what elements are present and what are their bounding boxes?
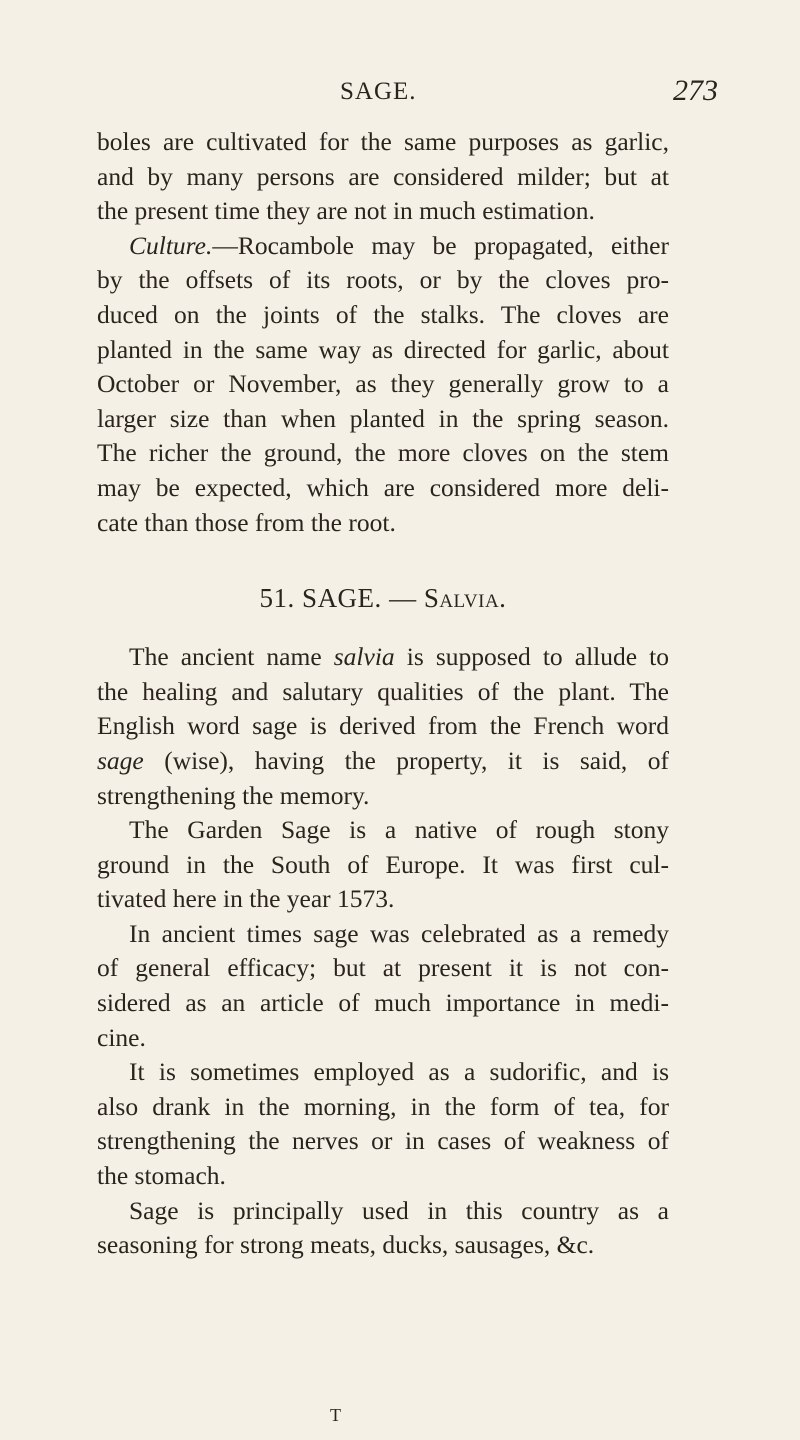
text-line: [97, 640, 669, 675]
text-line: In ancient times sage was celebrated as a remedy: [129, 918, 669, 948]
section-number: 51.: [259, 583, 295, 614]
text-line: English word sage is derived from the French word: [97, 711, 669, 741]
body-text: [97, 125, 669, 1263]
text-line: cate than those from the root.: [97, 507, 396, 537]
section-dash: —: [381, 583, 424, 614]
text-line: seasoning for strong meats, ducks, sausages, &c.: [97, 1230, 595, 1260]
text-line: Sage is principally used in this country as a: [129, 1195, 669, 1225]
text-line: boles are cultivated for the same purposes as garlic,: [97, 127, 669, 156]
text-line: tivated here in the year 1573.: [97, 884, 395, 914]
text-line: and by many persons are considered milder; but at: [97, 161, 669, 191]
text-run: (wise), having the property, it is said, of: [143, 745, 669, 775]
text-line: October or November, as they generally grow to a: [97, 369, 669, 399]
text-line: strengthening the memory.: [97, 780, 370, 810]
text-run: is supposed to allude to: [394, 642, 669, 672]
running-head: [70, 74, 730, 108]
section-title: SAGE.: [302, 583, 382, 614]
text-line: ground in the South of Europe. It was first cul-: [97, 849, 669, 879]
culture-first-line-text: —Rocambole may be propagated, either: [212, 230, 669, 260]
text-line: The Garden Sage is a native of rough stony: [129, 815, 669, 845]
text-line: of general efficacy; but at present it is not con-: [97, 953, 669, 983]
signature-mark: T: [330, 1405, 341, 1425]
text-line: larger size than when planted in the spring season.: [97, 403, 669, 433]
french-term: sage: [97, 745, 144, 775]
culture-label: Culture.: [129, 230, 213, 260]
text-line: planted in the same way as directed for garlic, about: [97, 334, 669, 364]
running-title: SAGE.: [340, 78, 417, 105]
text-line: The richer the ground, the more cloves on the stem: [97, 438, 669, 468]
text-line: by the offsets of its roots, or by the cloves pro-: [97, 265, 669, 295]
text-line: It is sometimes employed as a sudorific, and is: [129, 1057, 669, 1087]
text-line: duced on the joints of the stalks. The cloves are: [97, 299, 669, 329]
text-line: the stomach.: [97, 1161, 226, 1191]
text-line: the present time they are not in much estimation.: [97, 196, 595, 226]
text-line: [97, 744, 669, 779]
text-run: The ancient name: [129, 642, 334, 672]
latin-term: salvia: [333, 642, 395, 672]
text-line: the healing and salutary qualities of the plant. The: [97, 676, 669, 706]
page-number: 273: [673, 74, 718, 107]
text-line: strengthening the nerves or in cases of weakness of: [97, 1126, 669, 1156]
section-heading: [97, 578, 669, 618]
text-line: also drank in the morning, in the form of tea, for: [97, 1091, 669, 1121]
text-line: may be expected, which are considered more deli-: [97, 472, 669, 502]
section-spacer: [97, 540, 669, 578]
text-line: sidered as an article of much importance in medi-: [97, 988, 669, 1018]
section-latin-name: Salvia.: [423, 583, 507, 614]
text-line: cine.: [97, 1022, 146, 1052]
section-spacer: [97, 618, 669, 640]
culture-first-line: [97, 229, 669, 264]
